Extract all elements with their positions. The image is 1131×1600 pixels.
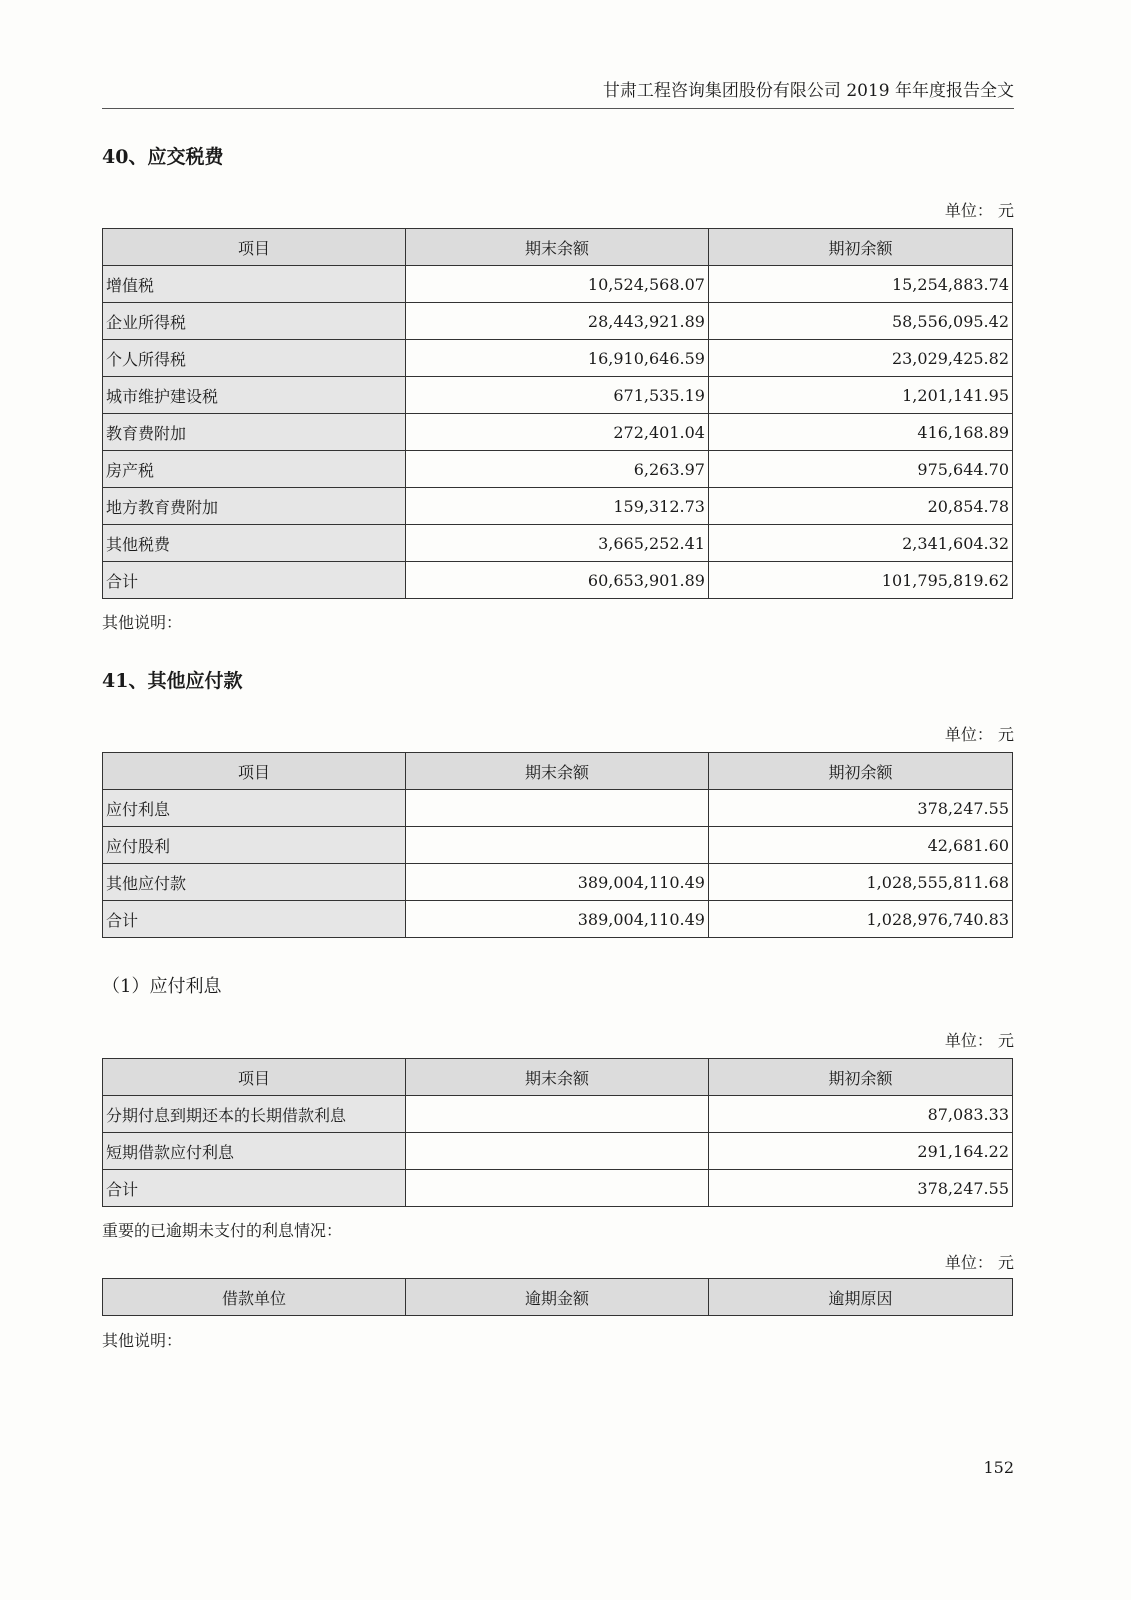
- table-row: [103, 827, 1013, 864]
- row-label: 应付股利: [103, 827, 406, 864]
- row-label: 城市维护建设税: [103, 377, 406, 414]
- interest-payable-heading: （1）应付利息: [102, 976, 222, 997]
- amount-cell: 3,665,252.41: [405, 525, 708, 562]
- column-header: 期末余额: [405, 753, 708, 790]
- row-label: 应付利息: [103, 790, 406, 827]
- column-header: 项目: [103, 229, 406, 266]
- amount-cell: 16,910,646.59: [405, 340, 708, 377]
- column-header: 期末余额: [405, 229, 708, 266]
- table-row: [103, 451, 1013, 488]
- row-label: 个人所得税: [103, 340, 406, 377]
- row-label: 合计: [103, 1170, 406, 1207]
- amount-cell: [405, 1096, 708, 1133]
- page-number: 152: [983, 1458, 1014, 1477]
- amount-cell: 15,254,883.74: [708, 266, 1012, 303]
- table-header-row: [103, 753, 1013, 790]
- row-label: 其他税费: [103, 525, 406, 562]
- table-row: [103, 1096, 1013, 1133]
- amount-cell: 58,556,095.42: [708, 303, 1012, 340]
- table-row: [103, 377, 1013, 414]
- table-row: [103, 525, 1013, 562]
- other-payables-table: [102, 752, 1013, 938]
- report-title: 甘肃工程咨询集团股份有限公司 2019 年年度报告全文: [602, 81, 1014, 101]
- row-label: 合计: [103, 901, 406, 938]
- row-label: 企业所得税: [103, 303, 406, 340]
- amount-cell: 1,201,141.95: [708, 377, 1012, 414]
- row-label: 房产税: [103, 451, 406, 488]
- row-label: 地方教育费附加: [103, 488, 406, 525]
- amount-cell: 291,164.22: [708, 1133, 1012, 1170]
- column-header: 逾期原因: [708, 1279, 1012, 1316]
- table-header-row: [103, 229, 1013, 266]
- amount-cell: 6,263.97: [405, 451, 708, 488]
- amount-cell: 10,524,568.07: [405, 266, 708, 303]
- table-row: [103, 864, 1013, 901]
- table-row: [103, 562, 1013, 599]
- row-label: 其他应付款: [103, 864, 406, 901]
- amount-cell: 2,341,604.32: [708, 525, 1012, 562]
- amount-cell: 23,029,425.82: [708, 340, 1012, 377]
- table-header-row: [103, 1279, 1013, 1316]
- table-row: [103, 488, 1013, 525]
- row-label: 教育费附加: [103, 414, 406, 451]
- table-row: [103, 1133, 1013, 1170]
- page-header: [102, 78, 1014, 109]
- interest-payable-table: [102, 1058, 1013, 1207]
- column-header: 期初余额: [708, 1059, 1012, 1096]
- table-row: [103, 340, 1013, 377]
- amount-cell: 272,401.04: [405, 414, 708, 451]
- taxes-payable-table: [102, 228, 1013, 599]
- section-40-heading: 40、应交税费: [102, 146, 224, 168]
- amount-cell: 671,535.19: [405, 377, 708, 414]
- row-label: 增值税: [103, 266, 406, 303]
- amount-cell: 975,644.70: [708, 451, 1012, 488]
- row-label: 合计: [103, 562, 406, 599]
- table-row: [103, 790, 1013, 827]
- row-label: 分期付息到期还本的长期借款利息: [103, 1096, 406, 1133]
- amount-cell: 389,004,110.49: [405, 864, 708, 901]
- section-41-heading: 41、其他应付款: [102, 670, 243, 692]
- section-40-note: 其他说明：: [102, 613, 183, 632]
- interest-note: 其他说明：: [102, 1331, 183, 1350]
- amount-cell: 42,681.60: [708, 827, 1012, 864]
- overdue-interest-table: [102, 1278, 1013, 1316]
- section-41-unit: 单位： 元: [944, 725, 1014, 744]
- amount-cell: 87,083.33: [708, 1096, 1012, 1133]
- table-row: [103, 901, 1013, 938]
- table-row: [103, 1170, 1013, 1207]
- amount-cell: 20,854.78: [708, 488, 1012, 525]
- amount-cell: 389,004,110.49: [405, 901, 708, 938]
- row-label: 短期借款应付利息: [103, 1133, 406, 1170]
- amount-cell: 101,795,819.62: [708, 562, 1012, 599]
- amount-cell: [405, 1133, 708, 1170]
- amount-cell: 1,028,976,740.83: [708, 901, 1012, 938]
- column-header: 期初余额: [708, 753, 1012, 790]
- table-row: [103, 266, 1013, 303]
- table-row: [103, 414, 1013, 451]
- amount-cell: [405, 790, 708, 827]
- column-header: 期末余额: [405, 1059, 708, 1096]
- amount-cell: 159,312.73: [405, 488, 708, 525]
- column-header: 期初余额: [708, 229, 1012, 266]
- amount-cell: 1,028,555,811.68: [708, 864, 1012, 901]
- table-header-row: [103, 1059, 1013, 1096]
- column-header: 项目: [103, 753, 406, 790]
- amount-cell: 416,168.89: [708, 414, 1012, 451]
- overdue-interest-title: 重要的已逾期未支付的利息情况：: [102, 1221, 343, 1240]
- amount-cell: 28,443,921.89: [405, 303, 708, 340]
- amount-cell: [405, 827, 708, 864]
- overdue-interest-unit: 单位： 元: [944, 1253, 1014, 1272]
- interest-payable-unit: 单位： 元: [944, 1031, 1014, 1050]
- table-row: [103, 303, 1013, 340]
- amount-cell: 378,247.55: [708, 790, 1012, 827]
- amount-cell: [405, 1170, 708, 1207]
- amount-cell: 60,653,901.89: [405, 562, 708, 599]
- amount-cell: 378,247.55: [708, 1170, 1012, 1207]
- section-40-unit: 单位： 元: [944, 201, 1014, 220]
- column-header: 项目: [103, 1059, 406, 1096]
- column-header: 逾期金额: [405, 1279, 708, 1316]
- column-header: 借款单位: [103, 1279, 406, 1316]
